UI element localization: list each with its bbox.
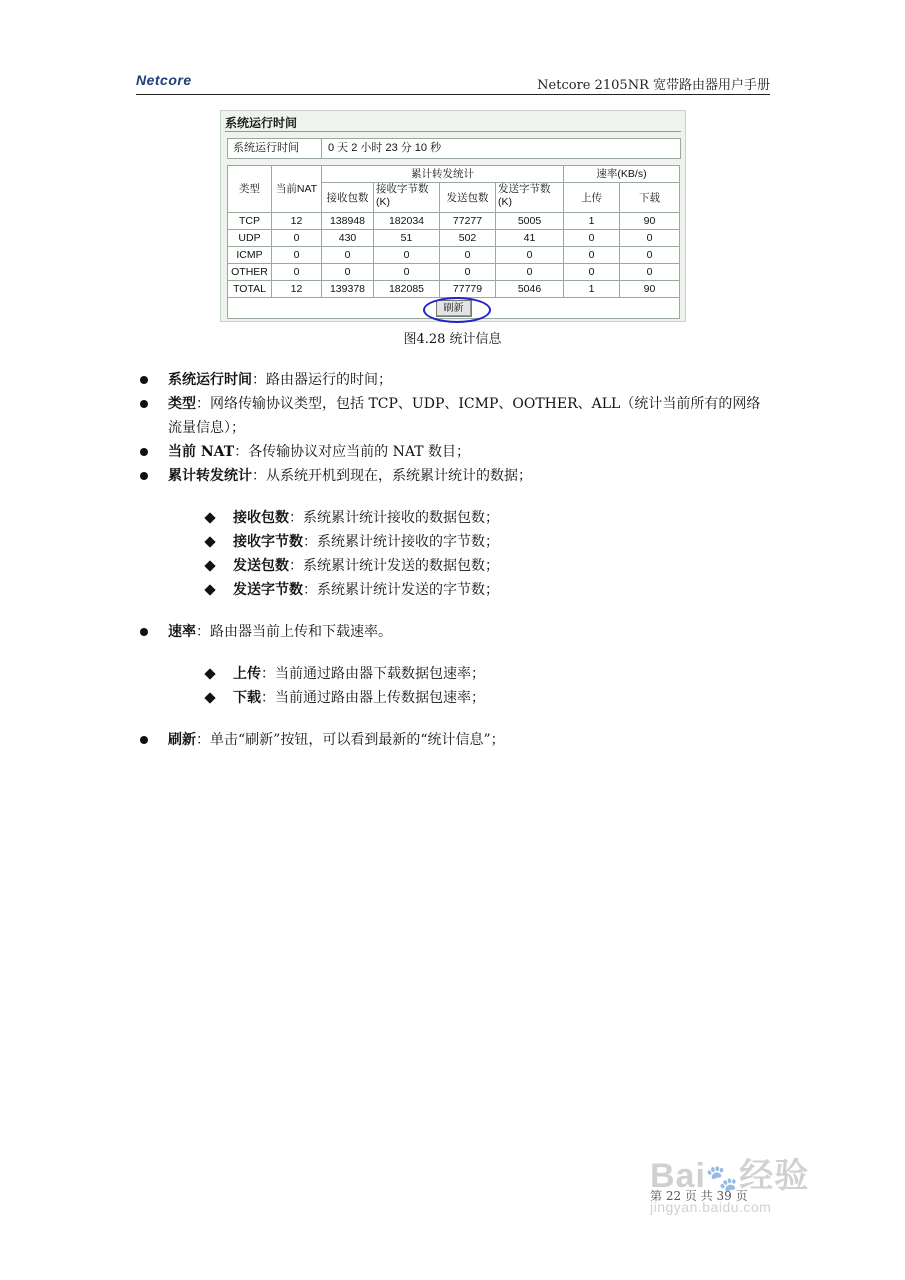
table-cell: 51 xyxy=(374,230,440,247)
diamond-bullet-icon xyxy=(204,668,215,679)
table-cell: OTHER xyxy=(228,264,272,281)
panel-divider xyxy=(225,131,681,132)
sub-list-item: 发送字节数：系统累计统计发送的字节数； xyxy=(138,578,778,602)
table-cell: TCP xyxy=(228,213,272,230)
table-cell: 0 xyxy=(564,230,620,247)
page-header xyxy=(136,70,770,95)
table-cell: 77277 xyxy=(440,213,496,230)
sub-list-item: 发送包数：系统累计统计发送的数据包数； xyxy=(138,554,778,578)
bullet-icon xyxy=(140,628,148,636)
document-title: Netcore 2105NR 宽带路由器用户手册 xyxy=(537,78,770,93)
table-cell: UDP xyxy=(228,230,272,247)
diamond-bullet-icon xyxy=(204,536,215,547)
bullet-icon xyxy=(140,448,148,456)
baidu-watermark: Bai🐾经验 jingyan.baidu.com xyxy=(650,1157,810,1215)
header-upload: 上传 xyxy=(564,183,620,213)
sub-list-item: 下载：当前通过路由器上传数据包速率； xyxy=(138,686,778,710)
paw-icon: 🐾 xyxy=(705,1163,740,1193)
sub-list-item: 上传：当前通过路由器下载数据包速率； xyxy=(138,662,778,686)
table-cell: 41 xyxy=(496,230,564,247)
table-row xyxy=(228,247,680,264)
table-cell: 90 xyxy=(620,213,680,230)
header-tx-bytes: 发送字节数(K) xyxy=(496,183,564,213)
table-cell: 1 xyxy=(564,213,620,230)
header-rate: 速率(KB/s) xyxy=(564,166,680,183)
header-cumulative: 累计转发统计 xyxy=(322,166,564,183)
bullet-icon xyxy=(140,400,148,408)
table-row xyxy=(228,281,680,298)
table-cell: 430 xyxy=(322,230,374,247)
figure-caption: 图4.28 统计信息 xyxy=(403,332,502,347)
table-row xyxy=(228,264,680,281)
diamond-bullet-icon xyxy=(204,512,215,523)
table-cell: 12 xyxy=(272,213,322,230)
statistics-screenshot xyxy=(220,110,686,322)
table-cell: 0 xyxy=(564,264,620,281)
uptime-value: 0 天 2 小时 23 分 10 秒 xyxy=(328,142,442,154)
header-download: 下载 xyxy=(620,183,680,213)
panel-title: 系统运行时间 xyxy=(225,116,298,130)
list-item: 系统运行时间：路由器运行的时间； xyxy=(138,368,778,392)
table-row xyxy=(228,213,680,230)
table-cell: 0 xyxy=(272,230,322,247)
table-cell: TOTAL xyxy=(228,281,272,298)
list-item: 当前 NAT：各传输协议对应当前的 NAT 数目； xyxy=(138,440,778,464)
table-cell: 0 xyxy=(374,247,440,264)
table-cell: 5005 xyxy=(496,213,564,230)
diamond-bullet-icon xyxy=(204,560,215,571)
table-cell: 0 xyxy=(440,247,496,264)
uptime-row xyxy=(227,138,681,159)
diamond-bullet-icon xyxy=(204,584,215,595)
sub-list-item: 接收包数：系统累计统计接收的数据包数； xyxy=(138,506,778,530)
table-cell: 139378 xyxy=(322,281,374,298)
header-nat: 当前NAT xyxy=(272,166,322,213)
table-cell: 0 xyxy=(440,264,496,281)
table-cell: 182085 xyxy=(374,281,440,298)
list-item: 类型：网络传输协议类型，包括 TCP、UDP、ICMP、OOTHER、ALL（统计当前所有的网络 流量信息）； xyxy=(138,392,778,440)
header-rx-bytes: 接收字节数(K) xyxy=(374,183,440,213)
table-cell: 0 xyxy=(620,230,680,247)
header-rx-packets: 接收包数 xyxy=(322,183,374,213)
table-cell: 0 xyxy=(620,264,680,281)
table-cell: 0 xyxy=(496,264,564,281)
table-cell: 5046 xyxy=(496,281,564,298)
refresh-highlight-circle xyxy=(423,297,491,323)
table-cell: 182034 xyxy=(374,213,440,230)
statistics-table xyxy=(227,165,680,319)
header-type: 类型 xyxy=(228,166,272,213)
refresh-button[interactable]: 刷新 xyxy=(436,300,472,317)
table-cell: 502 xyxy=(440,230,496,247)
diamond-bullet-icon xyxy=(204,692,215,703)
table-cell: 0 xyxy=(272,247,322,264)
header-tx-packets: 发送包数 xyxy=(440,183,496,213)
table-cell: 0 xyxy=(564,247,620,264)
table-cell: 0 xyxy=(322,264,374,281)
table-cell: 138948 xyxy=(322,213,374,230)
table-cell: ICMP xyxy=(228,247,272,264)
uptime-label: 系统运行时间 xyxy=(228,139,322,158)
table-cell: 12 xyxy=(272,281,322,298)
table-cell: 1 xyxy=(564,281,620,298)
list-item: 刷新：单击“刷新”按钮，可以看到最新的“统计信息”； xyxy=(138,728,778,752)
sub-list-item: 接收字节数：系统累计统计接收的字节数； xyxy=(138,530,778,554)
table-cell: 90 xyxy=(620,281,680,298)
bullet-icon xyxy=(140,472,148,480)
bullet-icon xyxy=(140,376,148,384)
table-cell: 0 xyxy=(374,264,440,281)
table-cell: 0 xyxy=(322,247,374,264)
list-item: 累计转发统计：从系统开机到现在，系统累计统计的数据； xyxy=(138,464,778,488)
table-cell: 77779 xyxy=(440,281,496,298)
table-cell: 0 xyxy=(272,264,322,281)
watermark-url: jingyan.baidu.com xyxy=(650,1199,772,1215)
table-cell: 0 xyxy=(620,247,680,264)
table-cell: 0 xyxy=(496,247,564,264)
page-number: 第 22 页 共 39 页 xyxy=(650,1189,748,1203)
description-list xyxy=(138,368,778,752)
netcore-logo: Netcore xyxy=(136,72,192,88)
bullet-icon xyxy=(140,736,148,744)
table-row xyxy=(228,230,680,247)
list-item: 速率：路由器当前上传和下载速率。 xyxy=(138,620,778,644)
